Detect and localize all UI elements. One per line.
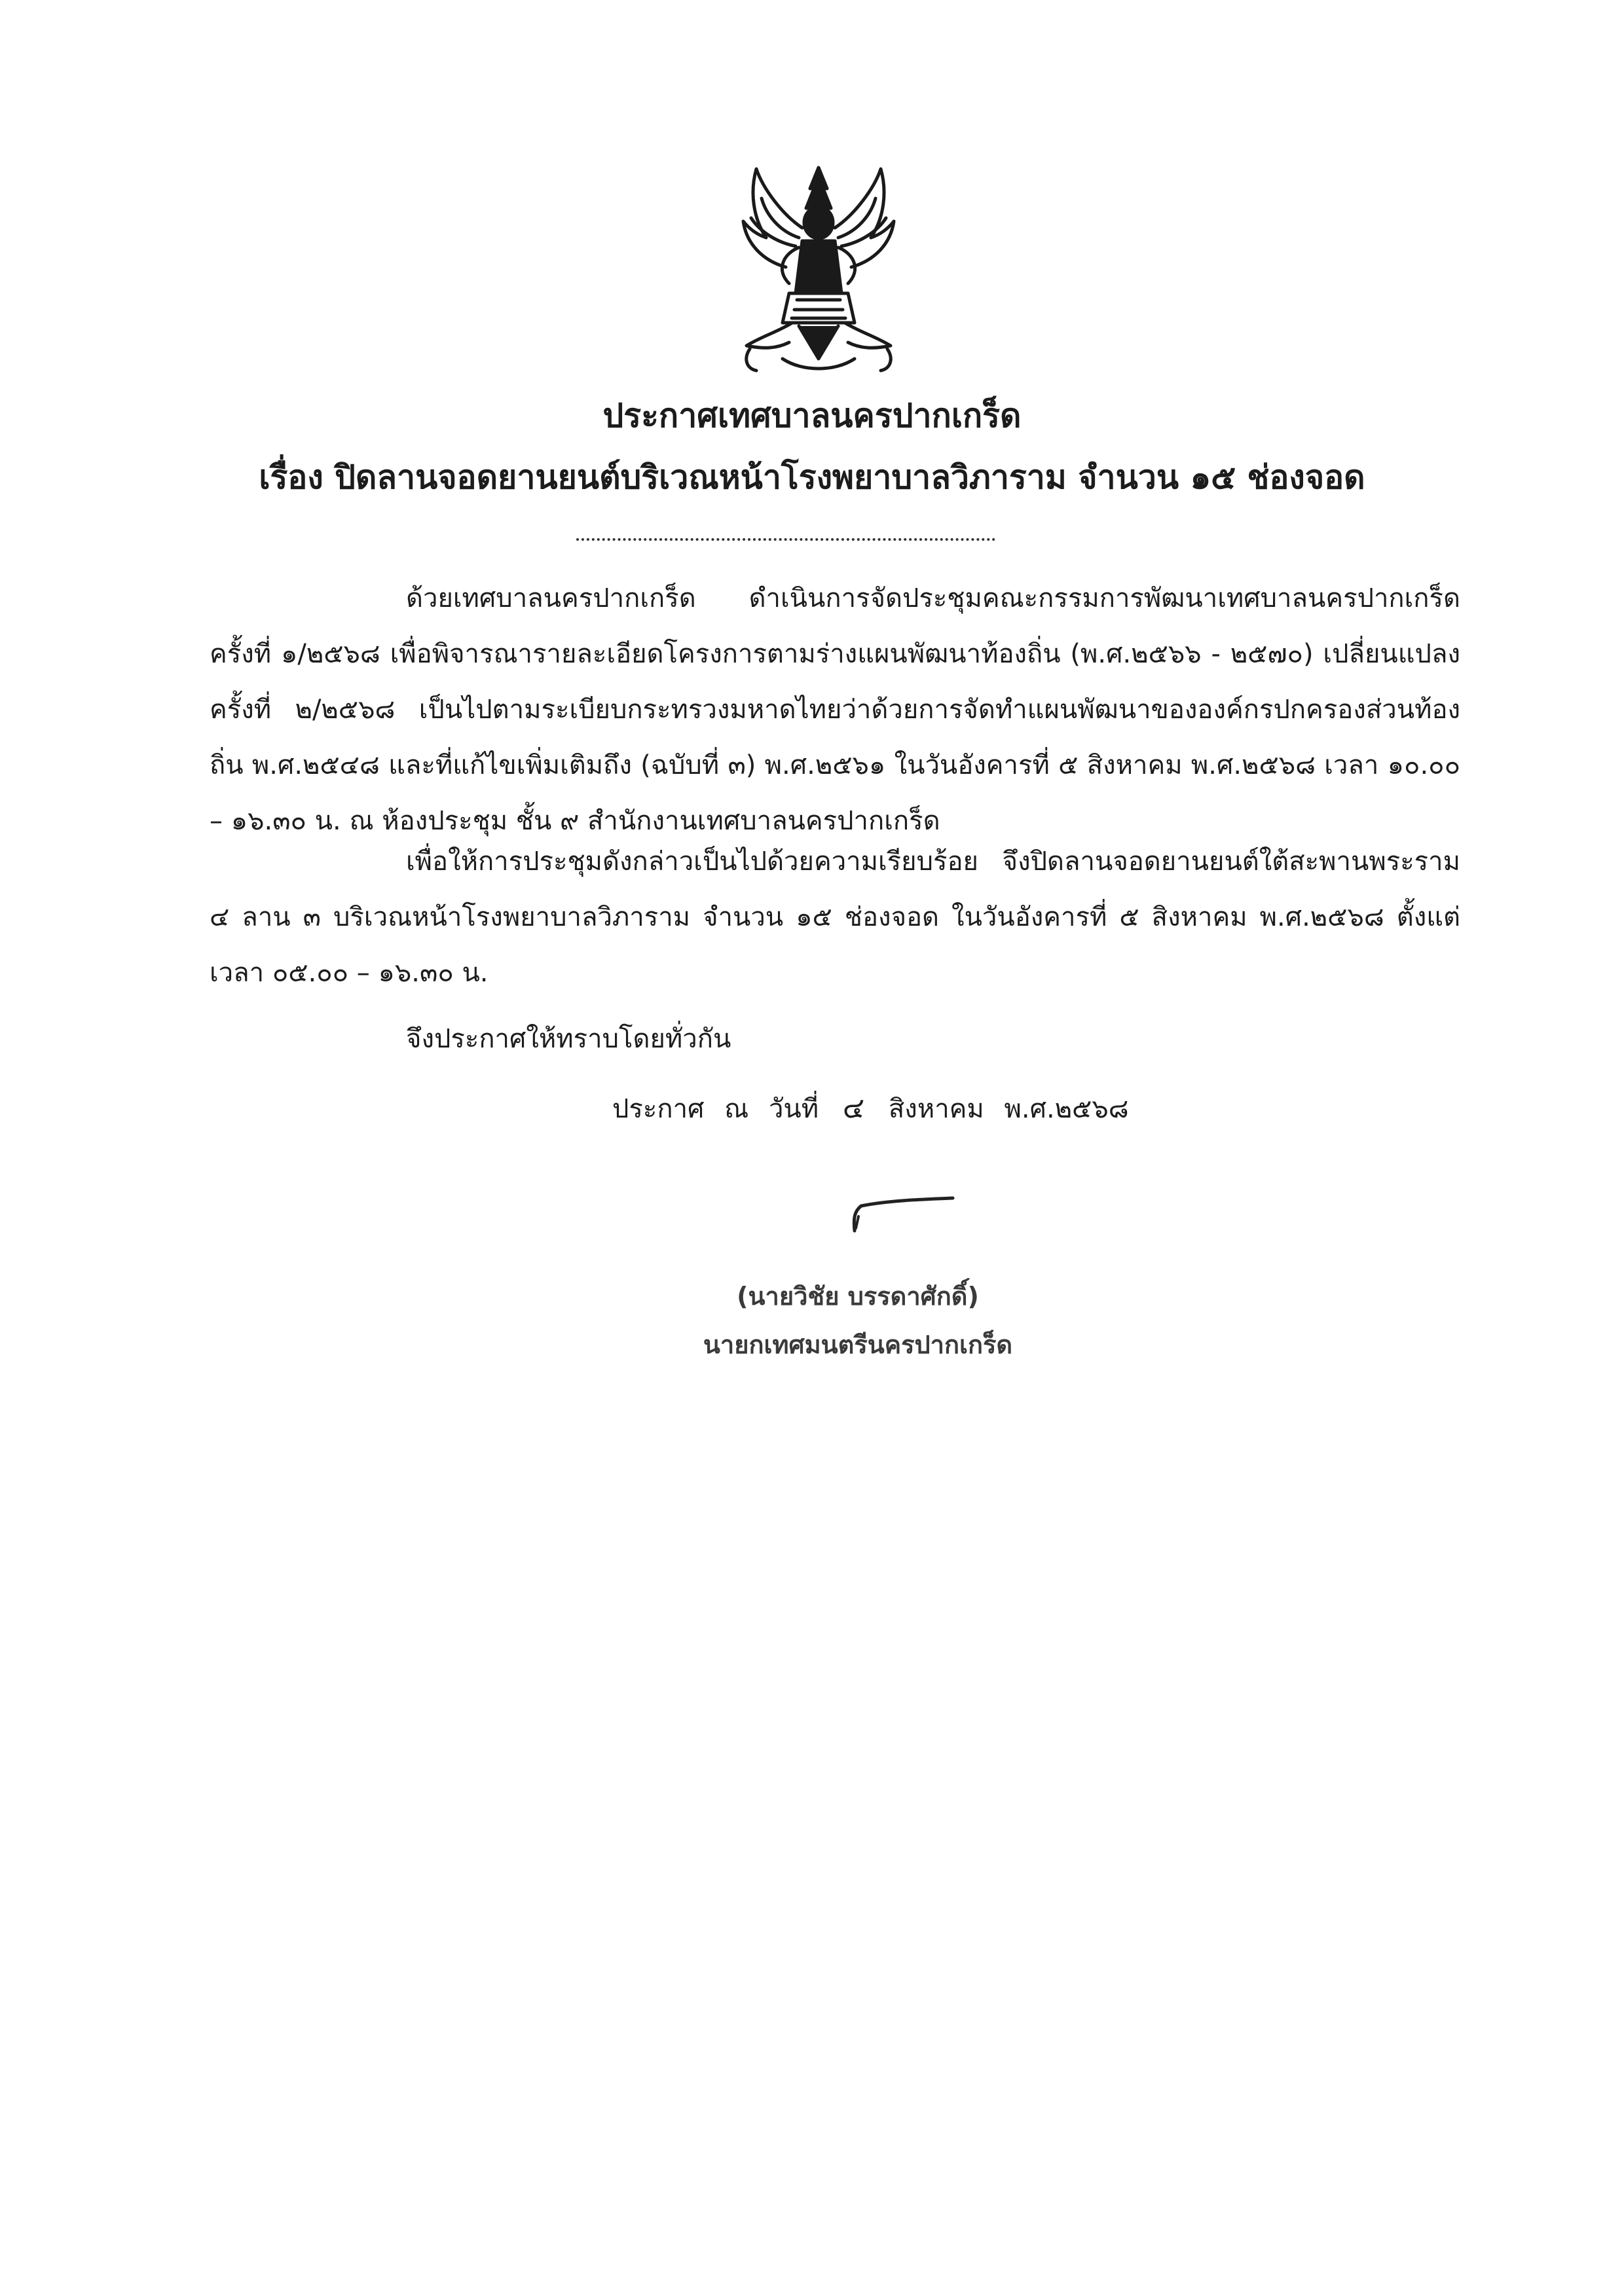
announcement-date (612, 1085, 1129, 1132)
dotted-divider (576, 538, 995, 541)
body-paragraph-2: เพื่อให้การประชุมดังกล่าวเป็นไปด้วยความเรียบร้อย จึงปิดลานจอดยานยนต์ใต้สะพานพระราม ๔ ลาน ๓ บริเวณหน้าโรงพยาบาลวิภาราม จำนวน ๑๕ ช่องจอด ในวันอังคารที่ ๕ สิงหาคม พ.ศ.๒๕๖๘ ตั้งแต่เวลา ๐๕.๐๐ – ๑๖.๓๐ น. (210, 847, 1460, 988)
date-month-year: สิงหาคม พ.ศ.๒๕๖๘ (888, 1094, 1129, 1124)
signer-position: นายกเทศมนตรีนครปากเกร็ด (703, 1330, 1013, 1359)
signature-icon (835, 1192, 966, 1237)
body-paragraph-1: ด้วยเทศบาลนครปากเกร็ด ดำเนินการจัดประชุมคณะกรรมการพัฒนาเทศบาลนครปากเกร็ด ครั้งที่ ๑/๒๕๖๘ เพื่อพิจารณารายละเอียดโครงการตามร่างแผนพัฒนาท้องถิ่น (พ.ศ.๒๕๖๖ - ๒๕๗๐) เปลี่ยนแปลง ครั้งที่ ๒/๒๕๖๘ เป็นไปตามระเบียบกระทรวงมหาดไทยว่าด้วยการจัดทำแผนพัฒนาขององค์กรปกครองส่วนท้องถิ่น พ.ศ.๒๕๔๘ และที่แก้ไขเพิ่มเติมถึง (ฉบับที่ ๓) พ.ศ.๒๕๖๑ ในวันอังคารที่ ๕ สิงหาคม พ.ศ.๒๕๖๘ เวลา ๑๐.๐๐ – ๑๖.๓๐ น. ณ ห้องประชุม ชั้น ๙ สำนักงานเทศบาลนครปากเกร็ด (210, 583, 1460, 836)
signer-name: (นายวิชัย บรรดาศักดิ์) (737, 1282, 979, 1311)
announcement-subject: เรื่อง ปิดลานจอดยานยนต์บริเวณหน้าโรงพยาบาลวิภาราม จำนวน ๑๕ ช่องจอด (259, 458, 1365, 496)
date-day-handwritten: ๔ (842, 1091, 865, 1125)
date-prefix: ประกาศ ณ วันที่ (612, 1094, 819, 1124)
announcement-title: ประกาศเทศบาลนครปากเกร็ด (602, 397, 1022, 435)
closing-statement: จึงประกาศให้ทราบโดยทั่วกัน (406, 1024, 731, 1054)
garuda-emblem-icon (737, 162, 900, 378)
